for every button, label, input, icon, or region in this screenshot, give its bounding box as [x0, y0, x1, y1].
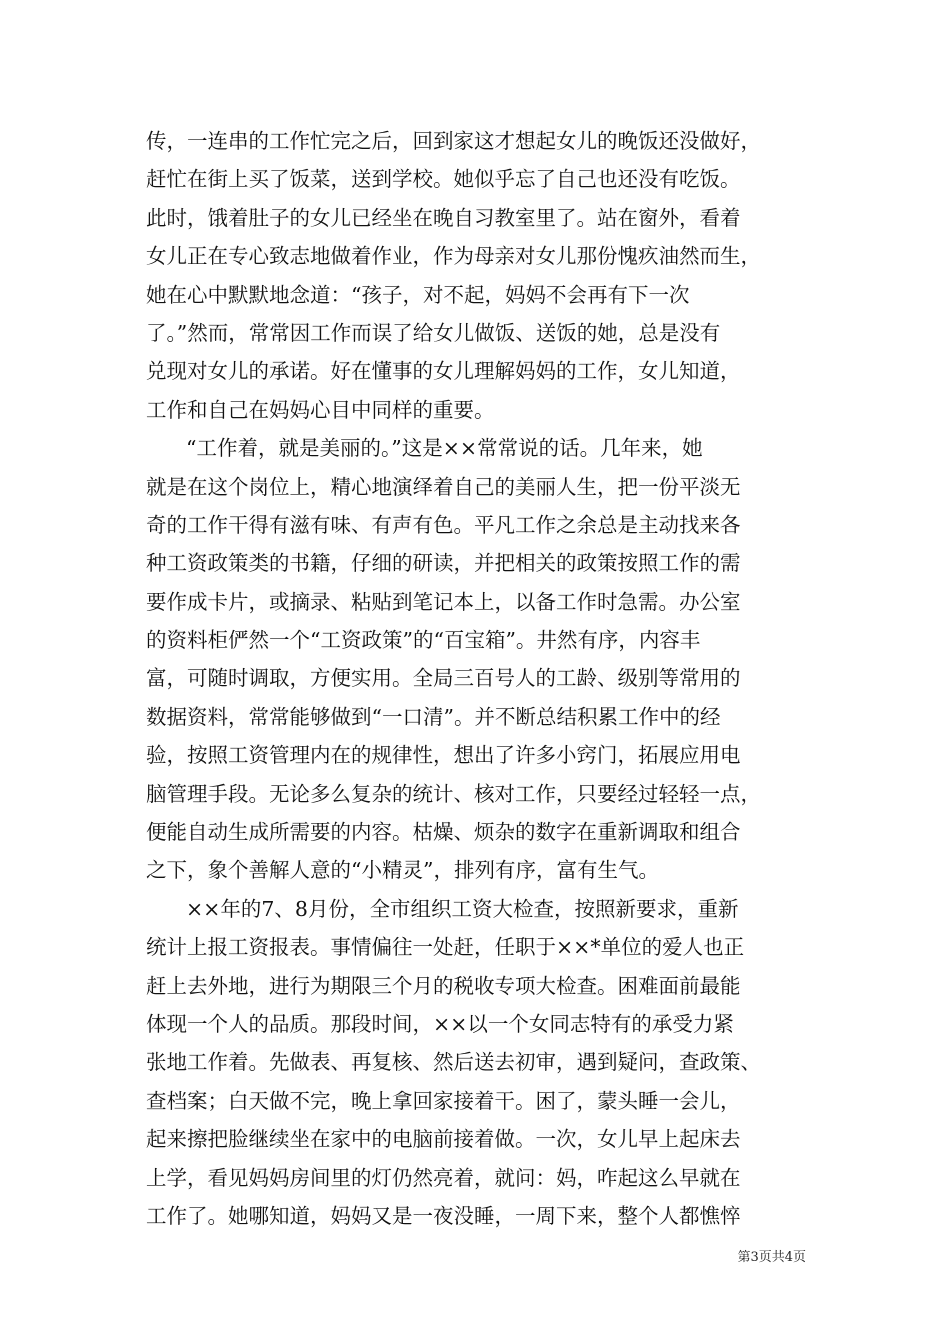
text-line: 富，可随时调取，方便实用。全局三百号人的工龄、级别等常用的	[146, 666, 741, 691]
text-line: 便能自动生成所需要的内容。枯燥、烦杂的数字在重新调取和组合	[146, 820, 741, 845]
text-line: 传，一连串的工作忙完之后，回到家这才想起女儿的晚饭还没做好，	[146, 129, 761, 153]
text-line: 要作成卡片，或摘录、粘贴到笔记本上，以备工作时急需。办公室	[146, 589, 741, 614]
text-line: 赶上去外地，进行为期限三个月的税收专项大检查。困难面前最能	[146, 973, 741, 998]
text-line: 统计上报工资报表。事情偏往一处赶，任职于××*单位的爱人也正	[146, 935, 745, 960]
text-line: 工作和自己在妈妈心目中同样的重要。	[146, 397, 495, 422]
text-line: 起来擦把脸继续坐在家中的电脑前接着做。一次，女儿早上起床去	[146, 1127, 741, 1152]
text-line: 的资料柜俨然一个“工资政策”的“百宝箱”。井然有序，内容丰	[146, 628, 701, 653]
text-line: 此时，饿着肚子的女儿已经坐在晚自习教室里了。站在窗外，看着	[146, 205, 741, 230]
text-line: 赶忙在街上买了饭菜，送到学校。她似乎忘了自己也还没有吃饭。	[146, 167, 741, 192]
text-line: 种工资政策类的书籍，仔细的研读，并把相关的政策按照工作的需	[146, 551, 741, 576]
text-line: 脑管理手段。无论多么复杂的统计、核对工作，只要经过轻轻一点，	[146, 781, 761, 806]
text-line: 之下，象个善解人意的“小精灵”，排列有序，富有生气。	[146, 858, 659, 883]
text-line: 上学，看见妈妈房间里的灯仍然亮着，就问：妈，咋起这么早就在	[146, 1165, 741, 1190]
paragraph-start-line: ××年的7、8月份，全市组织工资大检查，按照新要求，重新	[186, 896, 739, 921]
text-line: 女儿正在专心致志地做着作业，作为母亲对女儿那份愧疚油然而生，	[146, 244, 761, 269]
document-body	[146, 122, 806, 1235]
text-line: 了。”然而，常常因工作而误了给女儿做饭、送饭的她，总是没有	[146, 320, 721, 345]
text-line: 查档案；白天做不完，晚上拿回家接着干。困了，蒙头睡一会儿，	[146, 1088, 741, 1113]
text-line: 数据资料，常常能够做到“一口清”。并不断总结积累工作中的经	[146, 704, 721, 729]
text-line: 验，按照工资管理内在的规律性，想出了许多小窍门，拓展应用电	[146, 743, 741, 768]
text-line: 她在心中默默地念道：“孩子，对不起，妈妈不会再有下一次	[146, 282, 690, 307]
page-number-footer: 第3页共4页	[737, 1250, 806, 1265]
text-line: 体现一个人的品质。那段时间，××以一个女同志特有的承受力紧	[146, 1011, 734, 1036]
text-line: 就是在这个岗位上，精心地演绎着自己的美丽人生，把一份平淡无	[146, 474, 741, 499]
text-line: 兑现对女儿的承诺。好在懂事的女儿理解妈妈的工作，女儿知道，	[146, 359, 741, 384]
paragraph-start-line: “工作着，就是美丽的。”这是××常常说的话。几年来，她	[186, 436, 703, 461]
text-line: 工作了。她哪知道，妈妈又是一夜没睡，一周下来，整个人都憔悴	[146, 1203, 741, 1228]
text-line: 奇的工作干得有滋有味、有声有色。平凡工作之余总是主动找来各	[146, 512, 741, 537]
text-line: 张地工作着。先做表、再复核、然后送去初审，遇到疑问，查政策、	[146, 1050, 761, 1075]
